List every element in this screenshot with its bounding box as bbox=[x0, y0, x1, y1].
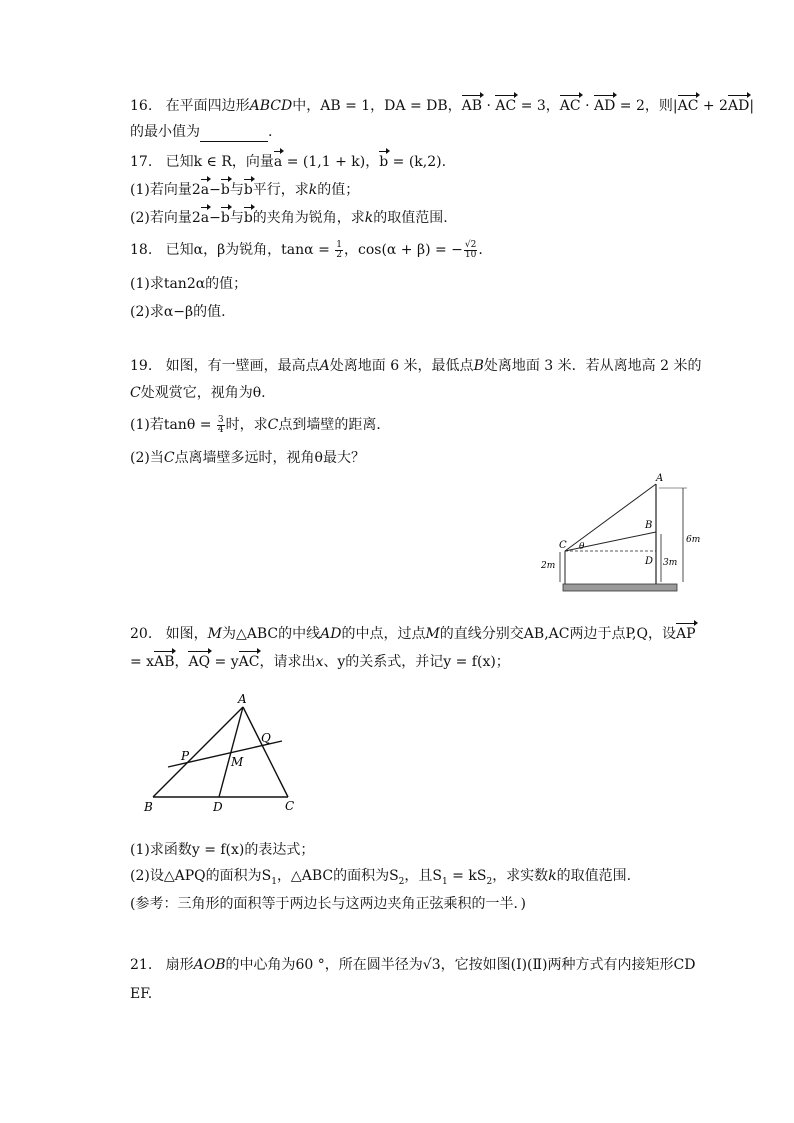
q20-line1 bbox=[130, 624, 696, 644]
vector-a: a bbox=[200, 182, 210, 198]
sub-2: 2 bbox=[486, 876, 493, 887]
label-a: A bbox=[656, 473, 664, 484]
q18-text-a: 已知α，β为锐角，tanα = bbox=[165, 242, 335, 258]
q21-number: 21. bbox=[130, 957, 153, 973]
q20-l2c: = y bbox=[210, 654, 239, 670]
q19-p1-c: 点到墙壁的距离． bbox=[278, 417, 391, 433]
q20-l1c: 的中点，过点 bbox=[341, 626, 426, 642]
side-ac bbox=[243, 707, 288, 797]
q19-p2-a: (2)当 bbox=[130, 450, 164, 466]
q16-end: . bbox=[268, 124, 273, 140]
var-k: k bbox=[364, 210, 374, 226]
q20-p2-e: ，求实数 bbox=[492, 868, 549, 884]
q19-l1: 如图，有一壁画，最高点 bbox=[165, 358, 320, 374]
q17-with: 与 bbox=[229, 182, 244, 198]
q17-p1-end: 平行，求 bbox=[252, 182, 309, 198]
var-x: x bbox=[315, 654, 324, 670]
label-6m: 6m bbox=[686, 535, 701, 545]
sub-2: 2 bbox=[398, 876, 405, 887]
fraction-root2-over-10 bbox=[464, 241, 477, 260]
label-b: B bbox=[645, 520, 653, 531]
label-d: D bbox=[645, 556, 654, 567]
q19-p1-a: (1)若tanθ = bbox=[130, 417, 216, 433]
vector-b: b bbox=[379, 154, 389, 170]
q16-text-b: 中，AB = 1，DA = DB， bbox=[292, 98, 462, 114]
q20-l2d: ，请求出 bbox=[259, 654, 316, 670]
q16-eq1: = 3， bbox=[516, 98, 560, 114]
q16-dot2: · bbox=[580, 98, 594, 114]
q20-note: (参考：三角形的面积等于两边长与这两边夹角正弦乘积的一半．) bbox=[130, 896, 526, 912]
q20-l2a: = x bbox=[130, 654, 155, 670]
q16-eq2: = 2，则| bbox=[615, 98, 678, 114]
frac-den: 10 bbox=[464, 249, 477, 260]
q19-line1 bbox=[130, 356, 701, 376]
q17-intro-b: = (1,1 + k)， bbox=[282, 154, 380, 170]
q17-part2 bbox=[130, 208, 448, 228]
label-m: M bbox=[231, 755, 244, 769]
side-ab bbox=[153, 707, 243, 797]
sector-aob: AOB bbox=[193, 957, 226, 973]
q17-intro-a: 已知k ∈ R，向量 bbox=[165, 154, 274, 170]
q16-text: 在平面四边形 bbox=[165, 98, 250, 114]
vector-ad-2: AD bbox=[727, 98, 750, 114]
vector-b: b bbox=[243, 182, 253, 198]
q17-part1 bbox=[130, 180, 359, 200]
q20-l1a: 如图， bbox=[165, 626, 208, 642]
label-p: P bbox=[181, 749, 190, 763]
q20-p2-f: 的取值范围. bbox=[556, 868, 632, 884]
frac-den: 2 bbox=[336, 249, 342, 260]
sub-1: 1 bbox=[442, 876, 448, 887]
wall-painting-figure bbox=[535, 472, 710, 600]
label-theta: θ bbox=[579, 542, 585, 552]
q18-part1: (1)求tan2α的值； bbox=[130, 276, 248, 292]
vector-a: a bbox=[273, 154, 283, 170]
label-d: D bbox=[213, 800, 223, 814]
q19-p1-b: 时，求 bbox=[225, 417, 268, 433]
q20-p2-a: (2)设△APQ的面积为S bbox=[130, 868, 272, 884]
q20-l1b: 为△ABC的中线 bbox=[221, 626, 321, 642]
q18-text-c: . bbox=[478, 242, 483, 258]
vector-a: a bbox=[200, 210, 210, 226]
q16-line2 bbox=[130, 122, 272, 142]
label-c: C bbox=[285, 799, 295, 813]
vector-ac: AC bbox=[238, 654, 260, 670]
q18-part2: (2)求α−β的值. bbox=[130, 304, 226, 320]
q16-plus: + 2 bbox=[698, 98, 728, 114]
q16-abcd: ABCD bbox=[249, 98, 293, 114]
sub-1: 1 bbox=[271, 876, 277, 887]
frac-num: 1 bbox=[336, 239, 342, 250]
point-a: A bbox=[319, 358, 330, 374]
vector-ab: AB bbox=[154, 654, 175, 670]
q19-l2: 处观赏它，视角为θ. bbox=[140, 385, 266, 401]
vector-ab: AB bbox=[461, 98, 483, 114]
minus: − bbox=[209, 210, 221, 226]
q17-number: 17. bbox=[130, 154, 153, 170]
q19-number: 19. bbox=[130, 358, 153, 374]
line-ca bbox=[565, 484, 656, 551]
q19-line2 bbox=[130, 383, 266, 403]
q18-text-b: ，cos(α + β) = − bbox=[343, 242, 463, 258]
q16-line1 bbox=[130, 96, 754, 116]
q16-line2-text: 的最小值为 bbox=[130, 124, 200, 140]
q17-intro bbox=[130, 152, 446, 172]
frac-num: √2 bbox=[464, 239, 477, 250]
q16-number: 16. bbox=[130, 98, 153, 114]
q19-l1b: 处离地面 6 米，最低点 bbox=[329, 358, 474, 374]
q20-part1: (1)求函数y = f(x)的表达式； bbox=[130, 842, 315, 858]
vector-ac-3: AC bbox=[677, 98, 699, 114]
q17-p1-a: (1)若向量2 bbox=[130, 182, 201, 198]
frac-num: 3 bbox=[217, 414, 224, 425]
ground bbox=[563, 584, 677, 591]
label-q: Q bbox=[261, 731, 271, 745]
vector-ac-2: AC bbox=[559, 98, 581, 114]
q20-p2-d: = kS bbox=[447, 868, 487, 884]
label-2m: 2m bbox=[541, 561, 556, 571]
frac-den: 4 bbox=[217, 424, 224, 435]
q17-p2-tail: 的取值范围. bbox=[373, 210, 448, 226]
vector-b: b bbox=[243, 210, 253, 226]
q19-part1 bbox=[130, 415, 390, 435]
point-m: M bbox=[207, 626, 222, 642]
q20-part2 bbox=[130, 866, 631, 892]
point-c: C bbox=[130, 385, 141, 401]
fraction-three-quarters bbox=[217, 416, 225, 435]
q17-with: 与 bbox=[229, 210, 244, 226]
vector-ap: AP bbox=[675, 626, 696, 642]
vector-b: b bbox=[220, 182, 230, 198]
q19-p2-b: 点离墙壁多远时，视角θ最大？ bbox=[174, 450, 365, 466]
q18-intro bbox=[130, 240, 483, 260]
answer-blank[interactable] bbox=[200, 127, 268, 142]
q17-p2-a: (2)若向量2 bbox=[130, 210, 201, 226]
vector-b: b bbox=[220, 210, 230, 226]
q21-line1 bbox=[130, 955, 695, 975]
q17-intro-c: = (k,2). bbox=[388, 154, 447, 170]
point-c: C bbox=[267, 417, 279, 433]
label-a: A bbox=[238, 692, 247, 706]
q21-l1a: 扇形 bbox=[165, 957, 194, 973]
label-b: B bbox=[144, 800, 153, 814]
fraction-half bbox=[335, 241, 343, 260]
point-b: B bbox=[473, 358, 484, 374]
vector-ac: AC bbox=[495, 98, 517, 114]
vector-aq: AQ bbox=[188, 654, 211, 670]
q20-l2e: 、y的关系式，并记y = f(x)； bbox=[323, 654, 510, 670]
var-k: k bbox=[308, 182, 318, 198]
var-k: k bbox=[548, 868, 557, 884]
q17-p1-tail: 的值； bbox=[317, 182, 360, 198]
q20-l1d: 的直线分别交AB,AC两边于点P,Q，设 bbox=[439, 626, 676, 642]
q20-p2-c: ，且S bbox=[404, 868, 442, 884]
q16-bar: | bbox=[749, 98, 755, 114]
segment-ad: AD bbox=[320, 626, 342, 642]
label-c: C bbox=[559, 540, 567, 551]
q19-l1c: 处离地面 3 米．若从离地高 2 米的 bbox=[483, 358, 702, 374]
q20-p2-b: ，△ABC的面积为S bbox=[276, 868, 399, 884]
q18-number: 18. bbox=[130, 242, 153, 258]
vector-ad: AD bbox=[593, 98, 616, 114]
q16-dot1: · bbox=[482, 98, 496, 114]
q20-l2b: ， bbox=[174, 654, 189, 670]
point-c: C bbox=[163, 450, 175, 466]
triangle-figure bbox=[140, 690, 305, 815]
label-3m: 3m bbox=[663, 558, 678, 568]
q20-line2 bbox=[130, 652, 510, 672]
q19-part2 bbox=[130, 448, 365, 468]
q17-p2-end: 的夹角为锐角，求 bbox=[252, 210, 365, 226]
q21-l1b: 的中心角为60 °，所在圆半径为√3，它按如图(Ⅰ)(Ⅱ)两种方式有内接矩形CD bbox=[225, 957, 696, 973]
minus: − bbox=[209, 182, 221, 198]
point-m: M bbox=[425, 626, 440, 642]
q21-line2: EF. bbox=[130, 986, 153, 1002]
q20-number: 20. bbox=[130, 626, 153, 642]
